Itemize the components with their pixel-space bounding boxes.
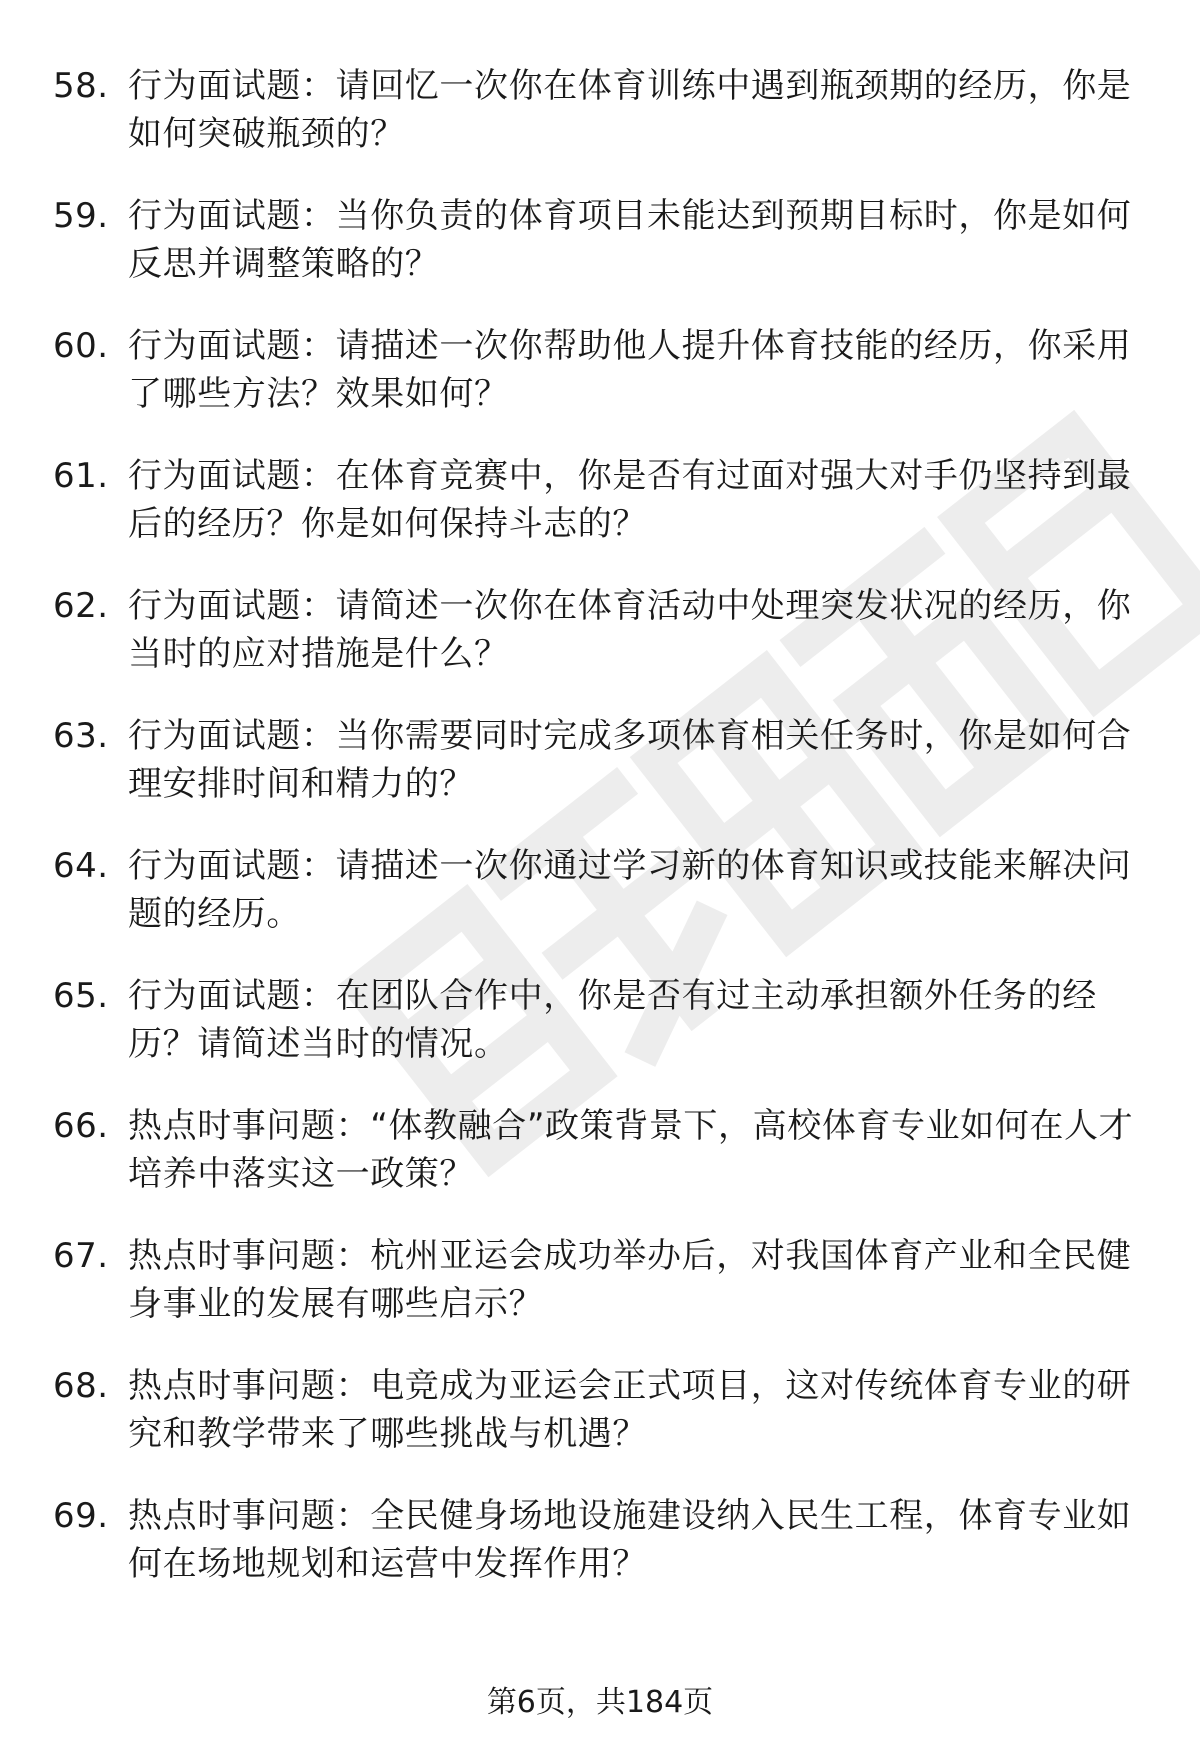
page-footer: 第6页，共184页 [486,1685,714,1720]
question-text: 行为面试题：请简述一次你在体育活动中处理突发状况的经历，你当时的应对措施是什么？ [128,586,1132,674]
list-item [0,62,1200,192]
question-number: 61. [53,456,109,496]
list-item [0,192,1200,322]
question-text: 热点时事问题：全民健身场地设施建设纳入民生工程，体育专业如何在场地规划和运营中发挥作用？ [128,1496,1132,1584]
question-list [0,62,1200,1622]
question-text: 行为面试题：当你负责的体育项目未能达到预期目标时，你是如何反思并调整策略的？ [128,196,1132,284]
list-item [0,842,1200,972]
question-number: 67. [53,1236,109,1276]
question-text: 行为面试题：在体育竞赛中，你是否有过面对强大对手仍坚持到最后的经历？你是如何保持斗志的？ [128,456,1132,544]
list-item [0,1362,1200,1492]
question-text: 行为面试题：请回忆一次你在体育训练中遇到瓶颈期的经历，你是如何突破瓶颈的？ [128,66,1132,154]
list-item [0,712,1200,842]
question-text: 行为面试题：请描述一次你帮助他人提升体育技能的经历，你采用了哪些方法？效果如何？ [128,326,1132,414]
question-text: 热点时事问题：电竞成为亚运会正式项目，这对传统体育专业的研究和教学带来了哪些挑战与机遇？ [128,1366,1132,1454]
question-number: 69. [53,1496,109,1536]
list-item [0,582,1200,712]
question-text: 行为面试题：在团队合作中，你是否有过主动承担额外任务的经历？请简述当时的情况。 [128,976,1097,1064]
list-item [0,1492,1200,1622]
question-number: 63. [53,716,109,756]
question-text: 热点时事问题：杭州亚运会成功举办后，对我国体育产业和全民健身事业的发展有哪些启示？ [128,1236,1132,1324]
question-number: 65. [53,976,109,1016]
question-number: 62. [53,586,109,626]
question-number: 60. [53,326,109,366]
question-number: 58. [53,66,109,106]
list-item [0,452,1200,582]
list-item [0,1102,1200,1232]
question-number: 68. [53,1366,109,1406]
question-text: 行为面试题：当你需要同时完成多项体育相关任务时，你是如何合理安排时间和精力的？ [128,716,1132,804]
list-item [0,972,1200,1102]
question-text: 热点时事问题：“体教融合”政策背景下，高校体育专业如何在人才培养中落实这一政策？ [128,1106,1134,1194]
question-number: 59. [53,196,109,236]
list-item [0,1232,1200,1362]
question-number: 64. [53,846,109,886]
question-text: 行为面试题：请描述一次你通过学习新的体育知识或技能来解决问题的经历。 [128,846,1132,934]
list-item [0,322,1200,452]
question-number: 66. [53,1106,109,1146]
